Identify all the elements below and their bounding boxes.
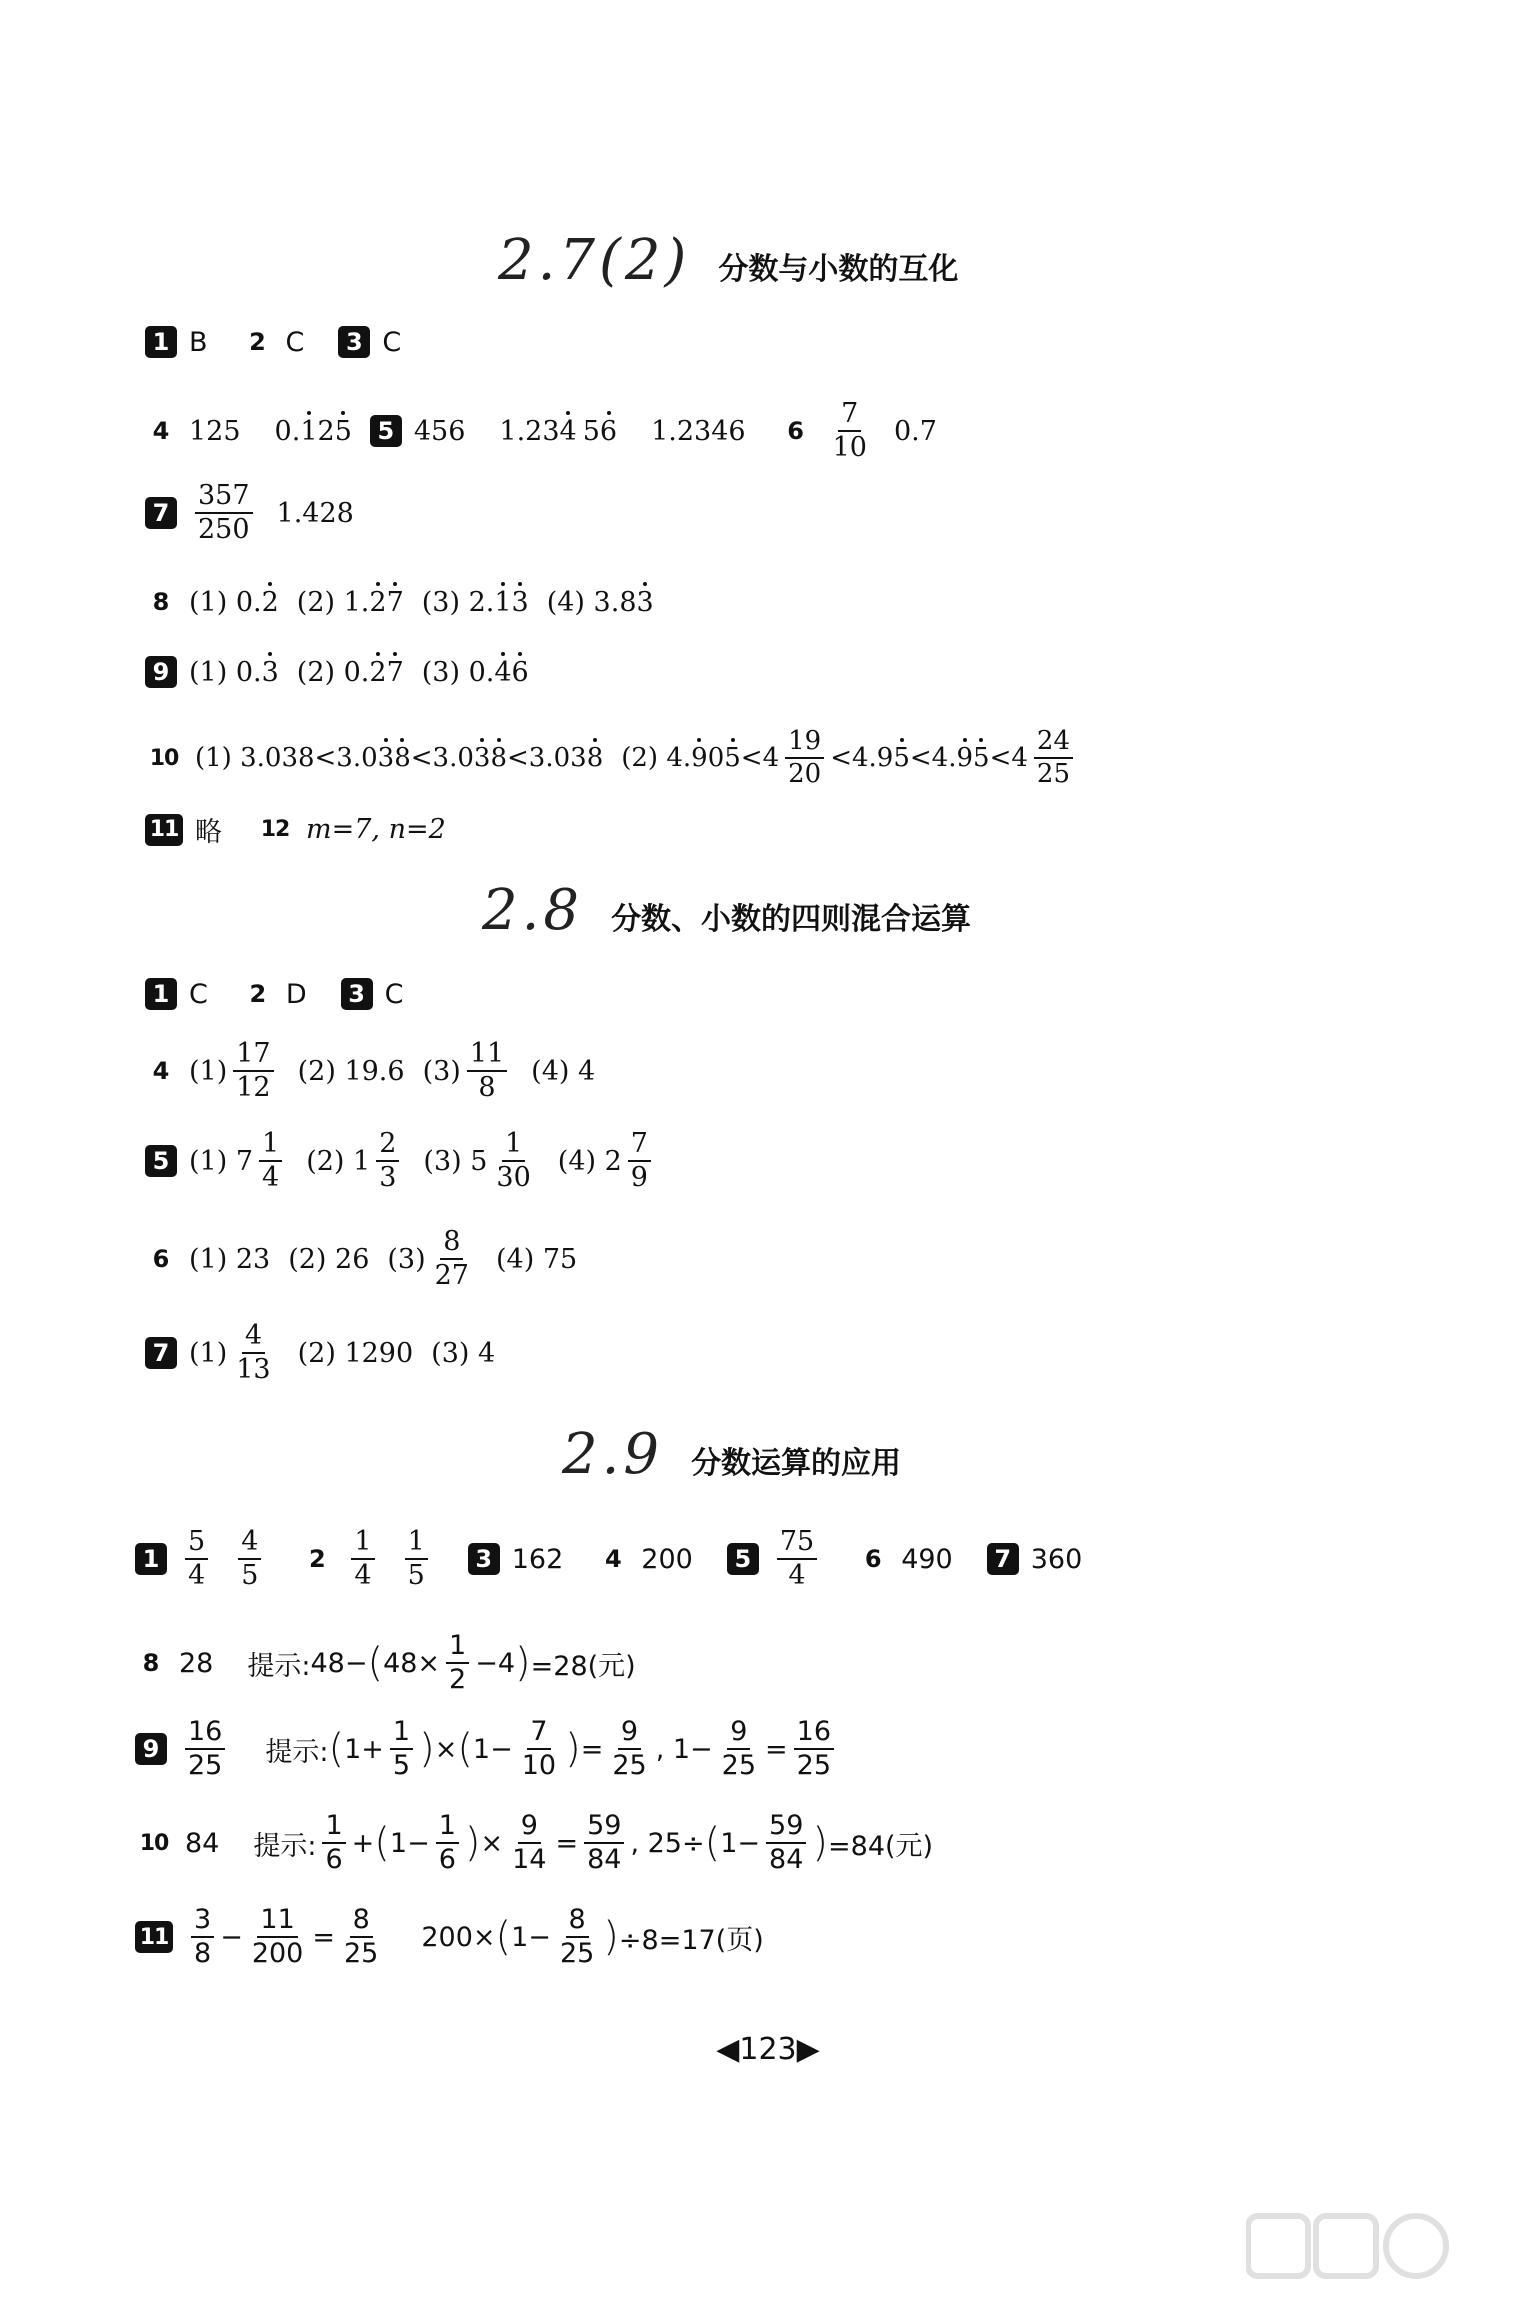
answer: 1.428 — [276, 497, 354, 529]
fraction: $\frac{357}{250}$ — [195, 482, 253, 545]
fraction: $\frac{16}{25}$ — [794, 1718, 834, 1781]
answer-row: 10 (1) 3.038<3.0 3 8 <3.0 3 8 <3.03 8 (2) 4. 9 0 5 <4 $\frac{19}{20}$ <4.9 5 <4. 9 5 <4 $\frac{24}{25}$ — [145, 728, 1079, 789]
fraction: $\frac{1}{2}$ — [446, 1632, 469, 1695]
question-badge: 6 — [787, 417, 804, 446]
answer-row — [145, 810, 446, 849]
answer: 2 — [317, 415, 335, 447]
question-badge: 1 — [135, 1543, 167, 1575]
fraction: $\frac{7}{9}$ — [628, 1130, 651, 1193]
question-badge: 7 — [145, 1337, 177, 1369]
answer: C — [285, 326, 305, 358]
answer-row: 4 (1) $\frac{17}{12}$ (2) 19.6 (3) $\frac{11}{8}$ (4) 4 — [145, 1040, 595, 1103]
answer: 1.2346 — [651, 415, 746, 447]
fraction: $\frac{1}{5}$ — [405, 1528, 428, 1591]
question-badge: 8 — [142, 1649, 160, 1678]
answer-row: 8 28 提示: 48− ( 48× $\frac{1}{2}$ −4 ) =28(元) — [135, 1632, 636, 1695]
question-badge: 2 — [249, 328, 266, 356]
fraction: $\frac{9}{14}$ — [512, 1810, 547, 1876]
answer: D — [285, 978, 307, 1010]
page-number: ◀123▶ — [716, 2032, 820, 2067]
fraction: $\frac{1}{6}$ — [322, 1812, 345, 1875]
repeating-digit: 1 — [300, 415, 318, 447]
answer-row: 9 $\frac{16}{25}$ 提示: ( 1+ $\frac{1}{5}$ ) × ( 1− $\frac{7}{10}$ ) = $\frac{9}{25}$ , 1− $\frac{9}{25}$ = $\frac{16}{25}$ — [135, 1718, 840, 1781]
answer: m=7, n=2 — [306, 814, 446, 845]
fraction: $\frac{8}{27}$ — [434, 1226, 469, 1292]
question-badge: 1 — [145, 978, 177, 1010]
fraction: $\frac{7}{10}$ — [832, 398, 867, 464]
question-badge: 12 — [260, 817, 290, 842]
fraction: $\frac{1}{4}$ — [351, 1528, 374, 1591]
answer-row: 5 (1) 7 $\frac{1}{4}$ (2) 1 $\frac{2}{3}$ (3) 5 $\frac{1}{30}$ (4) 2 $\frac{7}{9}$ — [145, 1130, 657, 1193]
question-badge: 3 — [468, 1543, 500, 1575]
question-badge: 5 — [370, 415, 402, 447]
fraction: $\frac{1}{4}$ — [259, 1130, 282, 1193]
answer: (1) 0. — [189, 586, 262, 618]
fraction: $\frac{11}{8}$ — [467, 1040, 507, 1103]
answer: 125 — [189, 415, 241, 447]
answer-row: 10 84 提示: $\frac{1}{6}$ + ( 1− $\frac{1}{6}$ ) × $\frac{9}{14}$ = $\frac{59}{84}$ , 25÷ ( 1− $\frac{59}{84}$ ) =84(元) — [135, 1812, 933, 1875]
question-badge: 7 — [987, 1543, 1019, 1575]
answer-row — [145, 326, 401, 358]
question-badge: 4 — [152, 1057, 170, 1086]
fraction: $\frac{1}{6}$ — [436, 1812, 459, 1875]
answer: (2) 4. — [621, 743, 692, 774]
answer-row: 11 $\frac{3}{8}$ − $\frac{11}{200}$ = $\frac{8}{25}$ 200× ( 1− $\frac{8}{25}$ ) ÷8=17(页) — [135, 1906, 764, 1969]
question-badge: 10 — [139, 1830, 169, 1856]
answer-row — [145, 400, 937, 463]
answer: (4) 3. — [546, 586, 620, 618]
fraction: $\frac{17}{12}$ — [233, 1040, 273, 1103]
question-badge: 9 — [135, 1733, 167, 1765]
fraction: $\frac{19}{20}$ — [785, 728, 824, 789]
question-badge: 4 — [604, 1545, 622, 1574]
question-badge: 11 — [145, 814, 183, 846]
fraction: $\frac{5}{4}$ — [185, 1528, 208, 1591]
fraction: $\frac{9}{25}$ — [721, 1716, 757, 1782]
fraction: $\frac{7}{10}$ — [521, 1716, 557, 1782]
question-badge: 5 — [145, 1145, 177, 1177]
answer-row: 7 (1) $\frac{4}{13}$ (2) 1290 (3) 4 — [145, 1322, 495, 1385]
section-number: 2.9 — [562, 1422, 664, 1487]
question-badge: 6 — [152, 1245, 170, 1274]
question-badge: 6 — [864, 1545, 882, 1574]
answer-row — [145, 482, 354, 545]
fraction: $\frac{59}{84}$ — [766, 1812, 806, 1875]
answer: 1.23 — [499, 415, 560, 447]
question-badge: 9 — [145, 656, 177, 688]
repeating-digit: 6 — [599, 415, 618, 447]
question-badge: 10 — [149, 745, 179, 771]
fraction: $\frac{59}{84}$ — [584, 1812, 624, 1875]
answer-row — [145, 978, 404, 1010]
section-title-2-7-2 — [498, 228, 958, 293]
fraction: $\frac{1}{30}$ — [496, 1128, 531, 1194]
answer-row: 6 (1) 23 (2) 26 (3) $\frac{8}{27}$ (4) 75 — [145, 1228, 577, 1291]
answer-row: 1 $\frac{5}{4}$ $\frac{4}{5}$ 2 $\frac{1}{4}$ $\frac{1}{5}$ 3 162 4 200 5 $\frac{75}{4}$ 6 490 7 360 — [135, 1528, 1082, 1591]
section-title-2-9 — [562, 1422, 901, 1487]
answer: C — [189, 978, 208, 1010]
answer: (1) 0. — [189, 656, 262, 688]
question-badge: 4 — [152, 417, 170, 446]
answer: (3) 2. — [421, 586, 495, 618]
answer: (2) 1. — [296, 586, 370, 618]
answer: 0. — [274, 415, 301, 447]
question-badge: 5 — [727, 1543, 759, 1575]
answer: (3) 0. — [421, 656, 495, 688]
question-badge: 1 — [145, 326, 177, 358]
fraction: $\frac{16}{25}$ — [185, 1718, 225, 1781]
answer-row: 9 (1) 0. 3 (2) 0. 2 7 (3) 0. 4 6 — [145, 656, 529, 688]
question-badge: 3 — [338, 326, 370, 358]
question-badge: 8 — [152, 588, 170, 616]
question-badge: 11 — [135, 1921, 173, 1953]
fraction: $\frac{4}{5}$ — [238, 1528, 261, 1591]
fraction: $\frac{75}{4}$ — [777, 1528, 817, 1591]
answer: 略 — [195, 817, 222, 848]
section-title-2-8 — [482, 878, 971, 943]
fraction: $\frac{8}{25}$ — [559, 1904, 595, 1970]
answer: 5 — [582, 415, 600, 447]
section-heading: 分数、小数的四则混合运算 — [611, 902, 972, 937]
answer: C — [384, 978, 404, 1010]
answer: B — [189, 326, 208, 358]
fraction: $\frac{3}{8}$ — [191, 1906, 214, 1969]
question-badge: 3 — [341, 978, 373, 1010]
fraction: $\frac{4}{13}$ — [236, 1320, 271, 1386]
watermark-logo-icon — [1246, 2210, 1506, 2290]
fraction: $\frac{11}{200}$ — [251, 1904, 304, 1970]
fraction: $\frac{24}{25}$ — [1034, 728, 1073, 789]
fraction: $\frac{9}{25}$ — [612, 1716, 647, 1782]
section-heading: 分数与小数的互化 — [718, 252, 959, 287]
question-badge: 7 — [145, 497, 177, 529]
answer: (1) 3.038<3.0 — [195, 743, 378, 774]
question-badge: 2 — [249, 980, 267, 1008]
answer: (2) 0. — [296, 656, 370, 688]
repeating-digit: 5 — [334, 415, 352, 447]
question-badge: 2 — [309, 1545, 326, 1574]
section-number: 2.8 — [482, 878, 584, 943]
fraction: $\frac{2}{3}$ — [376, 1130, 399, 1193]
answer: 456 — [413, 415, 466, 447]
answer: C — [382, 326, 402, 358]
answer: 0.7 — [893, 415, 937, 447]
repeating-digit: 4 — [559, 415, 577, 447]
section-number: 2.7(2) — [498, 228, 691, 293]
answer-row: 8 (1) 0. 2 (2) 1. 2 7 (3) 2. 1 3 (4) 3. 8 3 — [145, 586, 654, 618]
section-heading: 分数运算的应用 — [691, 1446, 902, 1481]
fraction: $\frac{1}{5}$ — [390, 1718, 413, 1781]
fraction: $\frac{8}{25}$ — [343, 1904, 379, 1970]
